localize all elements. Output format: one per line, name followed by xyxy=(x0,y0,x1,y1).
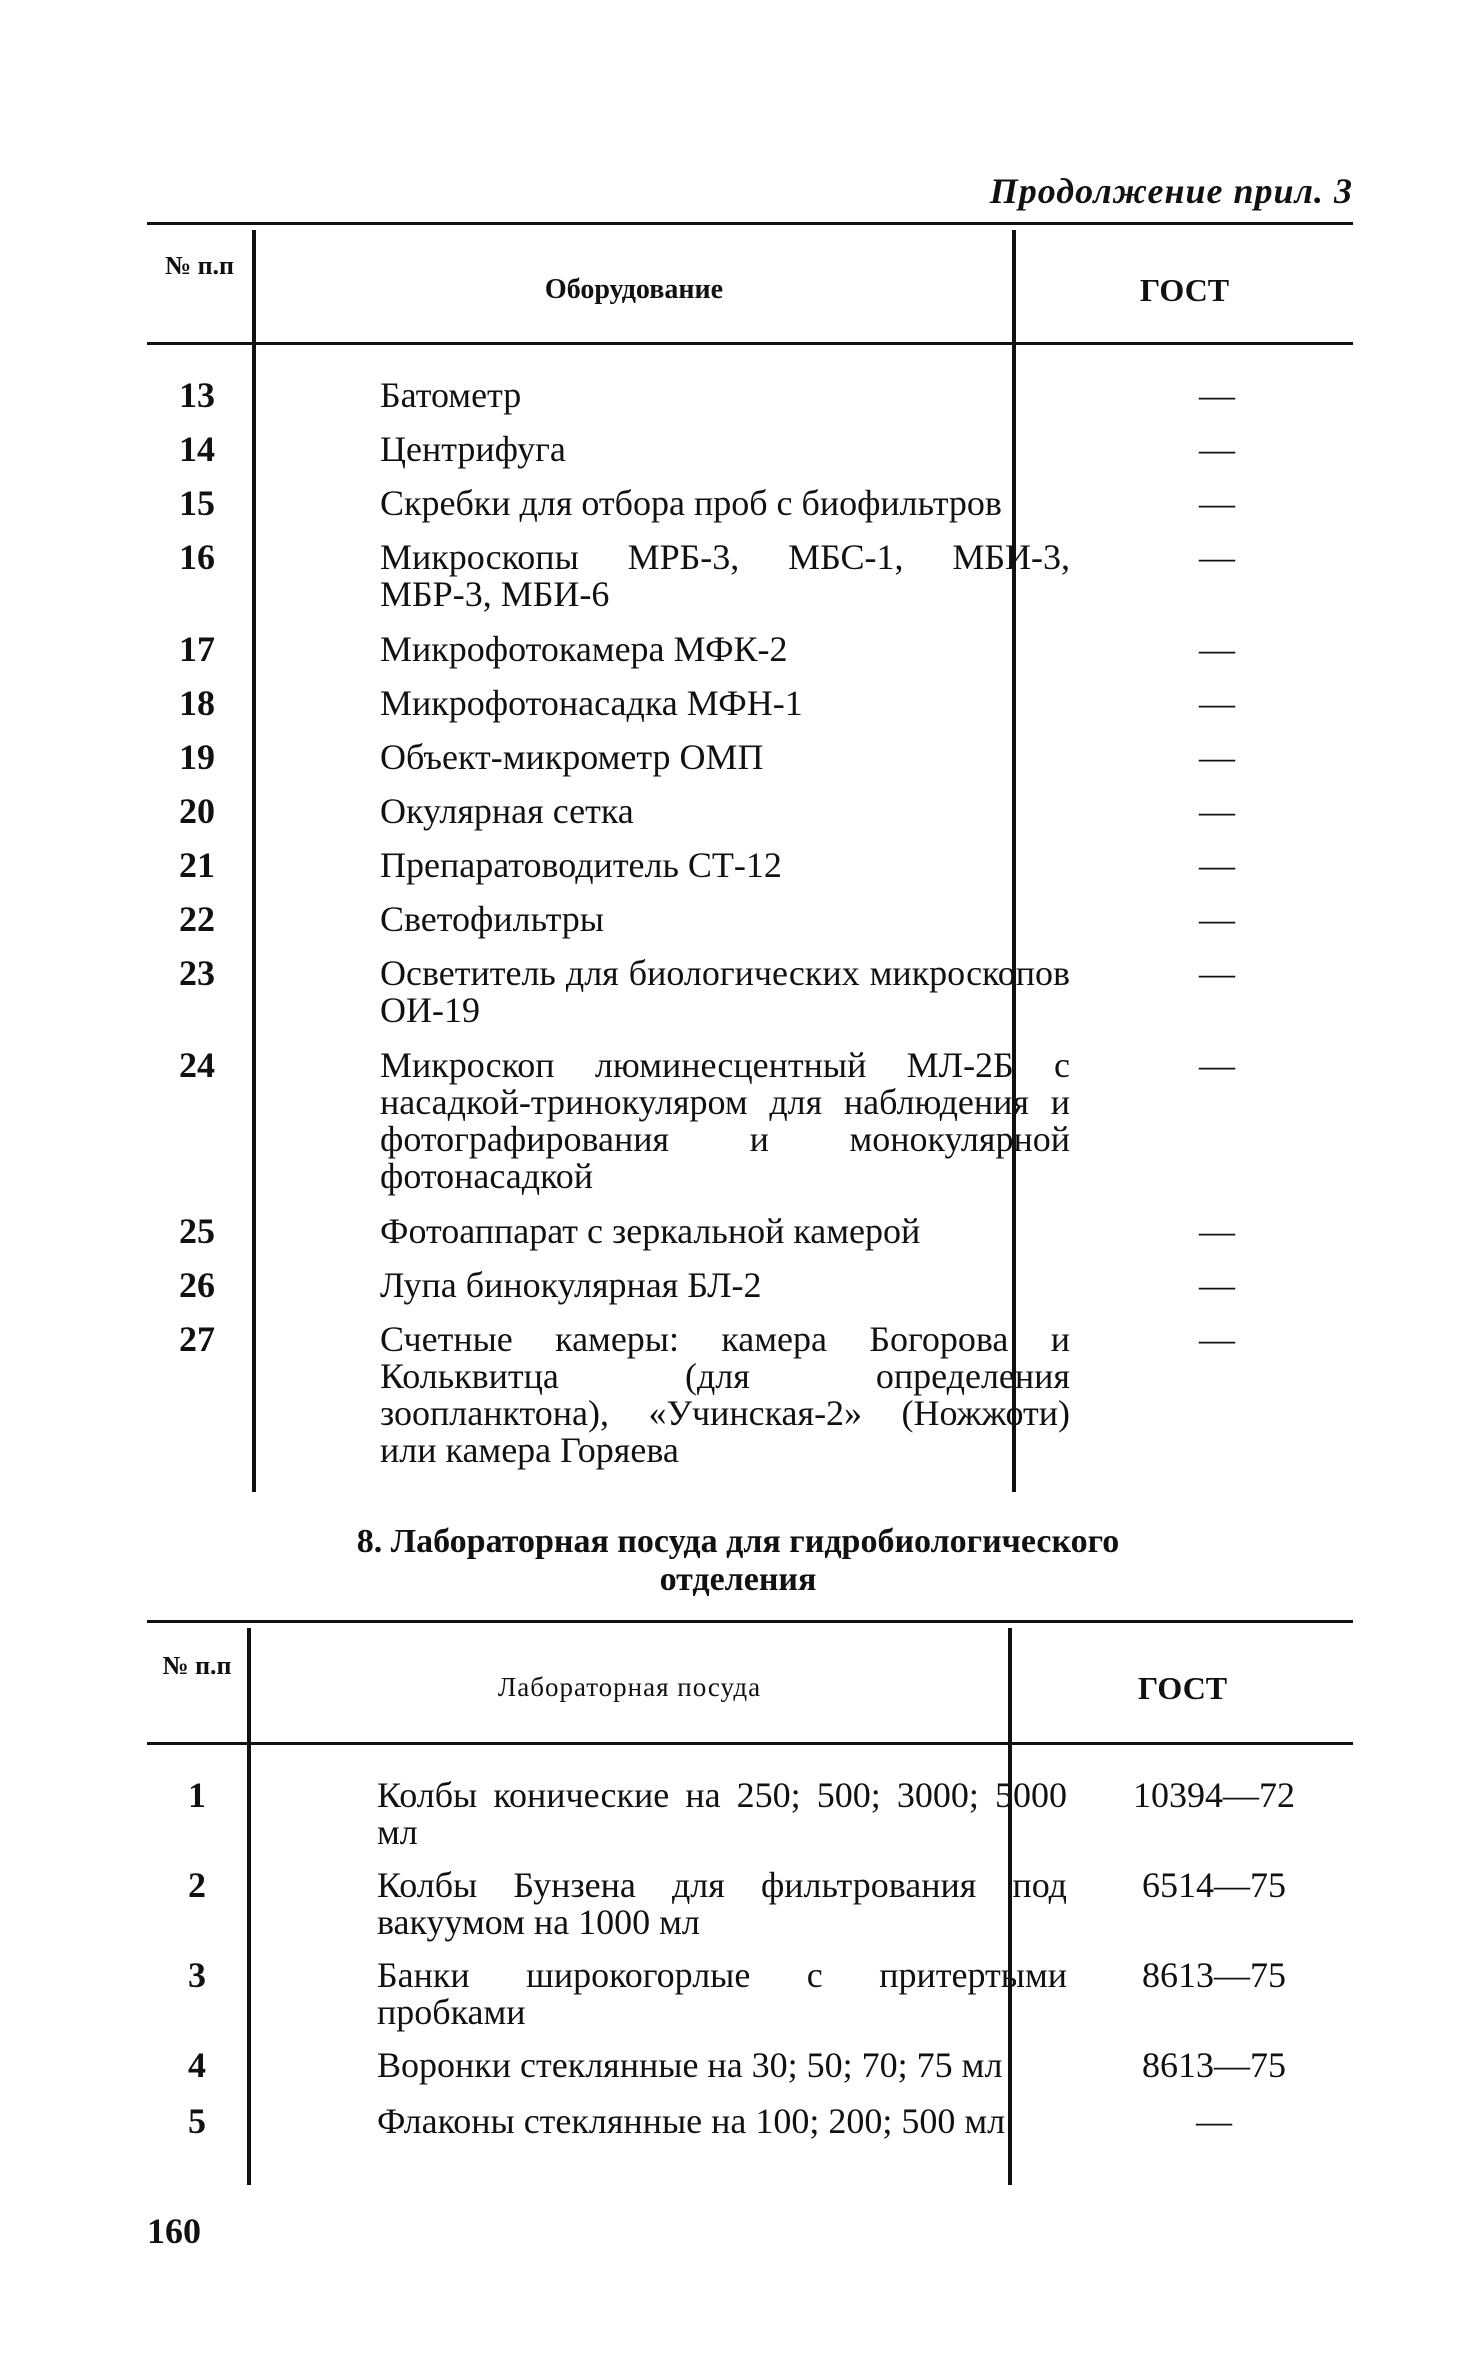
continuation-label: Продолжение прил. 3 xyxy=(989,171,1353,211)
row-number: 21 xyxy=(179,845,215,885)
table-row xyxy=(147,1867,1353,1957)
header-bottom-rule xyxy=(147,342,1353,345)
table-row xyxy=(147,2103,1353,2159)
row-number: 17 xyxy=(179,629,215,669)
table-row xyxy=(147,847,1353,901)
table-row xyxy=(147,1213,1353,1267)
row-gost: — xyxy=(1196,2101,1232,2141)
row-number: 27 xyxy=(179,1319,215,1359)
row-gost: — xyxy=(1199,845,1235,885)
header-labware: Лабораторная посуда xyxy=(497,1672,762,1702)
row-gost: — xyxy=(1199,953,1235,993)
row-gost: — xyxy=(1199,1045,1235,1085)
row-gost: — xyxy=(1199,375,1235,415)
row-number: 13 xyxy=(179,375,215,415)
table-row xyxy=(147,631,1353,685)
row-equipment: Микроскопы МРБ-3, МБС-1, МБИ-3, МБР-3, МБИ-6 xyxy=(380,537,1070,614)
row-equipment: Микроскоп люминесцентный МЛ-2Б с насадкой-тринокуляром для наблюдения и фотографирования и монокулярной фотонасадкой xyxy=(380,1045,1070,1196)
header-gost: ГОСТ xyxy=(1137,1670,1228,1706)
header-num: № п.п xyxy=(162,1651,232,1680)
row-equipment: Счетные камеры: камера Богорова и Кольквитца (для определения зоопланктона), «Учинская-2» (Ножжоти) или камера Горяева xyxy=(380,1319,1070,1470)
table-row xyxy=(147,955,1353,1047)
row-equipment: Микрофотонасадка МФН-1 xyxy=(380,683,803,723)
table-row xyxy=(147,793,1353,847)
row-equipment: Центрифуга xyxy=(380,429,566,469)
section-title-line: отделения xyxy=(659,1561,817,1598)
row-equipment: Осветитель для биологических микроскопов ОИ-19 xyxy=(380,953,1070,1030)
row-gost: — xyxy=(1199,737,1235,777)
row-gost: — xyxy=(1199,1319,1235,1359)
row-gost: 10394—72 xyxy=(1133,1775,1295,1815)
row-number: 20 xyxy=(179,791,215,831)
table-row xyxy=(147,1319,1353,1470)
table-row xyxy=(147,1267,1353,1321)
table-row xyxy=(147,485,1353,539)
row-number: 5 xyxy=(188,2101,206,2141)
table-row xyxy=(147,2047,1353,2103)
row-labware: Колбы конические на 250; 500; 3000; 5000 мл xyxy=(377,1775,1067,1852)
row-gost: — xyxy=(1199,537,1235,577)
row-number: 25 xyxy=(179,1211,215,1251)
row-number: 22 xyxy=(179,899,215,939)
header-equipment: Оборудование xyxy=(544,274,724,305)
row-gost: 8613—75 xyxy=(1142,1955,1286,1995)
row-gost: 8613—75 xyxy=(1142,2045,1286,2085)
labware-table xyxy=(147,1620,1353,2185)
row-number: 3 xyxy=(188,1955,206,1995)
page-number: 160 xyxy=(147,2211,201,2251)
table-row xyxy=(147,685,1353,739)
section-title-line: 8. Лабораторная посуда для гидробиологического xyxy=(356,1523,1120,1560)
row-number: 18 xyxy=(179,683,215,723)
row-number: 16 xyxy=(179,537,215,577)
row-equipment: Скребки для отбора проб с биофильтров xyxy=(380,483,1002,523)
row-gost: — xyxy=(1199,899,1235,939)
table-top-rule xyxy=(147,222,1353,225)
row-equipment: Окулярная сетка xyxy=(380,791,634,831)
row-equipment: Лупа бинокулярная БЛ-2 xyxy=(380,1265,762,1305)
header-gost: ГОСТ xyxy=(1139,272,1230,308)
row-number: 23 xyxy=(179,953,215,993)
row-number: 1 xyxy=(188,1775,206,1815)
row-gost: — xyxy=(1199,1211,1235,1251)
table-row xyxy=(147,431,1353,485)
row-gost: 6514—75 xyxy=(1142,1865,1286,1905)
row-number: 4 xyxy=(188,2045,206,2085)
labware-rows xyxy=(147,1777,1353,2159)
table-row xyxy=(147,1047,1353,1213)
row-number: 14 xyxy=(179,429,215,469)
equipment-rows xyxy=(147,375,1353,1470)
row-labware: Банки широкогорлые с притертыми пробками xyxy=(377,1955,1067,2032)
row-number: 24 xyxy=(179,1045,215,1085)
table-row xyxy=(147,1777,1353,1867)
row-equipment: Батометр xyxy=(380,375,522,415)
table-row xyxy=(147,1957,1353,2047)
row-equipment: Микрофотокамера МФК-2 xyxy=(380,629,788,669)
row-labware: Флаконы стеклянные на 100; 200; 500 мл xyxy=(377,2101,1006,2141)
row-number: 26 xyxy=(179,1265,215,1305)
row-labware: Воронки стеклянные на 30; 50; 70; 75 мл xyxy=(377,2045,1003,2085)
section-title xyxy=(0,1523,1476,1599)
table-row xyxy=(147,901,1353,955)
row-number: 15 xyxy=(179,483,215,523)
row-number: 2 xyxy=(188,1865,206,1905)
row-equipment: Фотоаппарат с зеркальной камерой xyxy=(380,1211,921,1251)
header-num: № п.п xyxy=(164,251,235,280)
table-top-rule xyxy=(147,1620,1353,1623)
row-equipment: Препаратоводитель СТ-12 xyxy=(380,845,782,885)
row-gost: — xyxy=(1199,791,1235,831)
row-number: 19 xyxy=(179,737,215,777)
table-row xyxy=(147,739,1353,793)
row-gost: — xyxy=(1199,1265,1235,1305)
table-row xyxy=(147,377,1353,431)
row-gost: — xyxy=(1199,629,1235,669)
row-gost: — xyxy=(1199,683,1235,723)
table-row xyxy=(147,539,1353,631)
header-bottom-rule xyxy=(147,1742,1353,1745)
row-equipment: Светофильтры xyxy=(380,899,604,939)
row-gost: — xyxy=(1199,483,1235,523)
row-equipment: Объект-микрометр ОМП xyxy=(380,737,764,777)
row-gost: — xyxy=(1199,429,1235,469)
equipment-table xyxy=(147,222,1353,1492)
row-labware: Колбы Бунзена для фильтрования под вакуумом на 1000 мл xyxy=(377,1865,1067,1942)
